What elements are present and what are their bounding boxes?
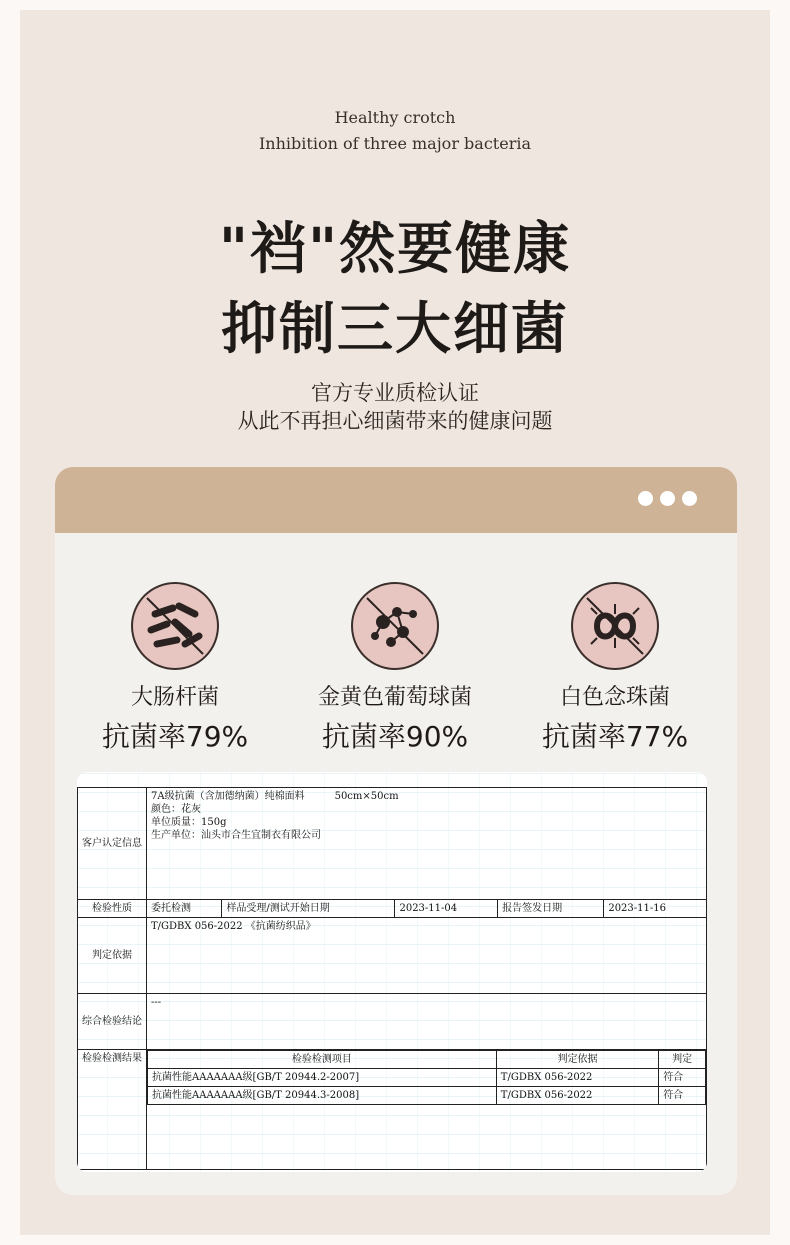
- client-info-label: 客户认定信息: [78, 788, 147, 900]
- nature-label: 检验性质: [78, 900, 147, 918]
- card-header-bar: [55, 467, 737, 533]
- dot-icon: [638, 491, 653, 506]
- client-line: 单位质量：150g: [151, 817, 227, 828]
- client-info-value: [147, 788, 707, 900]
- result-item: 抗菌性能AAAAAAA级[GB/T 20944.2-2007]: [148, 1069, 497, 1087]
- result-basis: T/GDBX 056-2022: [496, 1087, 658, 1105]
- result-item: 抗菌性能AAAAAAA级[GB/T 20944.3-2008]: [148, 1087, 497, 1105]
- test-report-image: [77, 772, 707, 1172]
- window-dots: [631, 491, 697, 510]
- english-subtitle-1: Healthy crotch: [334, 108, 456, 127]
- bacteria-name: 金黄色葡萄球菌: [317, 685, 472, 710]
- info-card: [55, 467, 737, 1195]
- bacteria-item-candida: [505, 582, 725, 755]
- rod-bacteria-icon: [131, 582, 219, 670]
- result-label: 检验检测结果: [78, 1050, 147, 1170]
- sample-date-value: 2023-11-04: [395, 900, 498, 918]
- bacteria-item-ecoli: [65, 582, 285, 755]
- bacteria-rate: 抗菌率90%: [321, 720, 469, 753]
- client-line: 7A级抗菌（含加德纳菌）纯棉面料 50cm×50cm: [151, 791, 399, 802]
- sign-date-label: 报告签发日期: [498, 900, 604, 918]
- result-basis: T/GDBX 056-2022: [496, 1069, 658, 1087]
- dot-icon: [660, 491, 675, 506]
- bacteria-rate: 抗菌率79%: [101, 720, 249, 753]
- result-header: 检验检测项目: [148, 1051, 497, 1069]
- description-1: 官方专业质检认证: [311, 381, 479, 405]
- conclusion-label: 综合检验结论: [78, 994, 147, 1050]
- table-row: [148, 1087, 706, 1105]
- sample-date-label: 样品受理/测试开始日期: [222, 900, 395, 918]
- result-verdict: 符合: [659, 1087, 706, 1105]
- bacteria-name: 大肠杆菌: [130, 685, 219, 710]
- conclusion-value: ---: [147, 994, 707, 1050]
- bacteria-item-staph: [285, 582, 505, 755]
- client-line: 生产单位：汕头市合生宜制衣有限公司: [151, 830, 321, 841]
- result-table: [147, 1050, 706, 1105]
- english-subtitle-2: Inhibition of three major bacteria: [258, 134, 531, 153]
- description-2: 从此不再担心细菌带来的健康问题: [237, 409, 553, 433]
- bacteria-name: 白色念珠菌: [559, 685, 670, 710]
- report-table: [77, 787, 707, 1170]
- nature-value: 委托检测: [147, 900, 222, 918]
- basis-label: 判定依据: [78, 918, 147, 994]
- client-line: 颜色：花灰: [151, 804, 201, 815]
- result-verdict: 符合: [659, 1069, 706, 1087]
- candida-icon: [571, 582, 659, 670]
- result-cell: [147, 1050, 707, 1170]
- headline-2: 抑制三大细菌: [221, 296, 569, 362]
- basis-value: T/GDBX 056-2022 《抗菌纺织品》: [147, 918, 707, 994]
- table-row: [148, 1069, 706, 1087]
- coccus-bacteria-icon: [351, 582, 439, 670]
- dot-icon: [682, 491, 697, 506]
- bacteria-rate: 抗菌率77%: [541, 720, 689, 753]
- result-header: 判定: [659, 1051, 706, 1069]
- sign-date-value: 2023-11-16: [604, 900, 707, 918]
- headline-1: "裆"然要健康: [218, 216, 572, 282]
- result-header: 判定依据: [496, 1051, 658, 1069]
